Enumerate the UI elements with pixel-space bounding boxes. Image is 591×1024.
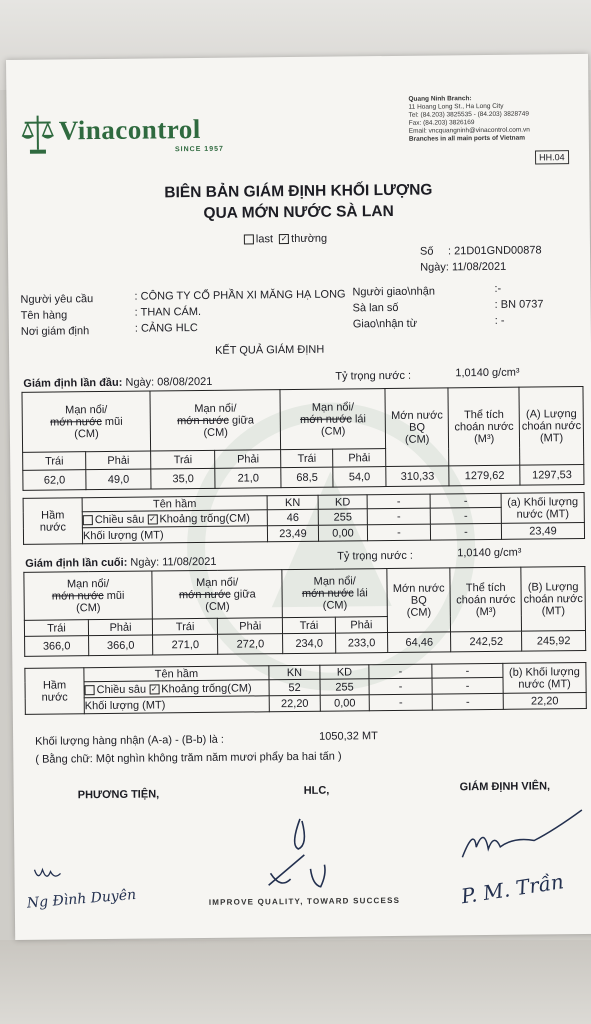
hdr-text: choán nước [454,420,514,433]
khoang-trong-label: Khoảng trống(CM) [161,681,252,695]
hlc-label: HLC, [303,784,330,797]
kl-header: (b) Khối lượng [508,665,580,679]
hdr-text: mũi [104,415,123,428]
hdr-text: (MT) [539,431,564,444]
kn-header: KN [269,665,320,680]
phuong-tien-label: PHƯƠNG TIỆN, [77,788,160,802]
cell: 310,33 [386,466,449,487]
phuong-tien-signature: Ng Đình Duyên [26,886,137,912]
hdr-text: mớn nước [178,588,231,601]
col-phai: Phải [335,617,388,634]
cell: 242,52 [451,631,522,652]
noi-giam-dinh-label: Nơi giám định [20,325,90,338]
khoi-luong-label: Khối lượng (MT) [82,526,267,544]
hdr-text: BQ [410,594,427,607]
dash: - [367,524,430,541]
hdr-text: (MT) [541,604,566,617]
giam-dinh-vien-label: GIÁM ĐỊNH VIÊN, [459,780,551,794]
hdr-text: Mạn nổi/ [196,576,239,589]
kl-value: 22,20 [503,692,586,709]
kn-kl: 23,49 [267,525,318,542]
cell: 234,0 [283,633,336,654]
hdr-text: Mớn nước [390,408,443,422]
hdr-text: mớn nước [177,414,229,427]
kn-value: 46 [267,509,318,526]
dau-ty-trong-label: Tỷ trọng nước : [335,369,412,383]
kl-header: nước (MT) [518,677,571,691]
dau-draft-table [21,386,584,491]
ham-label: Hầm [42,678,67,692]
so-label: Số [419,245,434,258]
chieu-sau-label: Chiều sâu [96,683,147,696]
col-phai: Phải [86,451,151,470]
kd-kl: 0,00 [320,695,369,712]
hdr-text: (CM) [76,601,101,614]
dash: - [369,694,432,711]
ten-ham: Tên hầm [84,666,269,682]
kd-value: 255 [318,509,367,526]
cell: 245,92 [522,630,586,651]
kn-kl: 22,20 [269,695,320,712]
branch-info [408,95,530,144]
cuoi-tank-table [24,662,586,715]
khoang-trong-checkbox[interactable]: ✓ [149,514,156,524]
inspector-name-signature: P. M. Trần [459,869,566,909]
dau-date: Ngày: 08/08/2021 [125,375,213,389]
kn-header: KN [267,495,318,510]
bang-chu: ( Bằng chữ: Một nghìn không trăm năm mươi phẩy ba hai tấn ) [35,750,342,766]
chieu-sau-checkbox[interactable] [85,685,95,695]
cell: 64,46 [388,632,451,653]
hdr-text: Thể tích [465,581,506,594]
sa-lan-label: Sà lan số [352,301,399,315]
khoi-luong-hang-value: 1050,32 MT [319,730,378,743]
kd-value: 255 [320,679,369,696]
hdr-text: Mớn nước [392,581,445,595]
chieu-sau-checkbox[interactable] [83,515,93,525]
col-phai: Phải [333,449,386,468]
cell: 366,0 [89,635,153,656]
cuoi-date: Ngày: 11/08/2021 [130,555,217,569]
cuoi-draft-table [23,566,586,657]
so-value: : 21D01GND00878 [447,244,542,258]
dash: - [369,664,432,679]
dash: - [367,508,430,525]
hdr-text: (CM) [404,433,430,446]
hdr-text: giữa [233,587,256,601]
hdr-text: Mạn nổi/ [311,400,355,414]
col-phai: Phải [218,618,283,635]
cell: 35,0 [151,468,215,489]
dash: - [430,493,501,508]
hdr-text: choán nước [521,419,582,433]
col-trai: Trái [24,620,88,637]
hdr-text: (CM) [320,424,346,438]
title-line-1: BIÊN BẢN GIÁM ĐỊNH KHỐI LƯỢNG [164,181,433,202]
col-trai: Trái [151,450,215,469]
thuong-label: thường [291,232,328,246]
kn-value: 52 [269,679,320,696]
hdr-text: BQ [409,421,426,434]
slogan: IMPROVE QUALITY, TOWARD SUCCESS [208,895,401,907]
col-phai: Phải [215,450,281,469]
hdr-text: Mạn nổi/ [194,402,237,415]
chieu-sau-label: Chiều sâu [94,513,145,526]
cell: 366,0 [25,636,89,657]
ham-label: nước [41,690,68,704]
hdr-text: lái [354,412,367,425]
background-floor [0,940,591,1024]
nguoi-giao-label: Người giao\nhận [352,285,435,299]
sa-lan-value: : BN 0737 [494,298,544,311]
dash: - [430,507,501,524]
ten-hang-value: : THAN CÁM. [134,305,202,319]
dash: - [367,494,430,509]
cell: 1279,62 [449,465,520,486]
hdr-text: mớn nước [51,589,104,603]
dash: - [432,663,503,678]
hdr-text: (CM) [74,427,99,440]
noi-giam-dinh-value: : CẢNG HLC [134,322,198,335]
hlc-signature-icon [250,814,351,895]
cell: 21,0 [215,468,281,489]
col-trai: Trái [23,452,86,471]
col-trai: Trái [152,618,217,635]
branch-line: Branches in all main ports of Vietnam [408,134,526,143]
khoang-trong-label: Khoảng trống(CM) [159,511,250,525]
hdr-text: (M³) [474,432,495,445]
hdr-text: (B) Lượng [527,580,579,594]
cell: 272,0 [218,634,283,655]
cell: 49,0 [86,469,151,490]
dau-ty-trong-value: 1,0140 g/cm³ [455,366,520,380]
form-code: HH.04 [535,150,569,164]
dash: - [432,677,503,694]
title-line-2: QUA MỚN NƯỚC SÀ LAN [203,202,394,222]
dau-label: Giám định lần đầu: [23,376,123,390]
phuong-tien-initials-icon [24,859,104,890]
cuoi-ty-trong-label: Tỷ trọng nước : [337,549,413,563]
hdr-text: (CM) [406,606,432,619]
kd-kl: 0,00 [318,525,367,542]
khoi-luong-hang-label: Khối lượng hàng nhận (A-a) - (B-b) là : [35,733,225,748]
giao-tu-value: : - [494,314,505,327]
col-trai: Trái [283,617,336,634]
cell: 54,0 [333,467,386,488]
cuoi-ty-trong-value: 1,0140 g/cm³ [457,546,522,560]
cell: 233,0 [335,633,388,654]
scales-logo-icon [21,111,55,155]
option-row [244,233,327,246]
khoi-luong-label: Khối lượng (MT) [84,696,269,714]
inspector-signature-icon [454,806,585,867]
nguoi-giao-value: :- [494,282,502,295]
hdr-text: Thể tích [463,408,504,421]
ten-ham: Tên hầm [82,496,267,512]
hdr-text: mũi [106,589,125,602]
hdr-text: giữa [231,413,255,427]
kd-header: KD [320,665,369,680]
company-since: SINCE 1957 [174,145,224,154]
hdr-text: mớn nước [50,415,102,429]
hdr-text: mớn nước [301,586,354,600]
last-label: last [255,233,274,246]
hdr-text: lái [356,586,368,599]
nguoi-yeu-cau-label: Người yêu cầu [20,293,94,306]
kd-header: KD [318,495,367,510]
hdr-text: choán nước [523,592,583,606]
cell: 1297,53 [520,464,584,485]
khoang-trong-checkbox[interactable]: ✓ [150,684,158,694]
hdr-text: Mạn nổi/ [66,577,110,590]
col-phai: Phải [88,619,152,636]
dau-tank-table [23,492,585,545]
hdr-text: (A) Lượng [525,407,577,421]
branch-line: Fax: (84.203) 3826169 [408,119,475,127]
company-logo-text: Vinacontrol [58,113,201,146]
dash: - [369,678,432,695]
cell: 271,0 [153,634,218,655]
branch-line: Email: vncquangninh@vinacontrol.com.vn [408,126,530,135]
hdr-text: mớn nước [300,412,352,426]
thuong-checkbox[interactable]: ✓ [280,234,288,244]
document-page [6,54,591,940]
ten-hang-label: Tên hàng [20,309,68,322]
hdr-text: (CM) [205,600,230,613]
hdr-text: Mạn nổi/ [65,403,108,416]
branch-line: Tel: (84.203) 3825535 - (84.203) 3828749 [408,110,529,119]
nguoi-yeu-cau-value: : CÔNG TY CỔ PHẦN XI MĂNG HẠ LONG [134,288,346,303]
kl-value: 23,49 [501,522,584,539]
branch-line: Quang Ninh Branch: [408,95,472,103]
ket-qua-heading: KẾT QUẢ GIÁM ĐỊNH [214,343,325,357]
kl-header: nước (MT) [516,507,570,521]
ham-label: nước [39,520,67,534]
col-trai: Trái [281,449,333,468]
dash: - [432,693,503,710]
report-date: Ngày: 11/08/2021 [420,260,507,274]
cell: 62,0 [23,470,86,491]
cell: 68,5 [281,467,333,488]
cuoi-label: Giám định lần cuối: [25,556,128,570]
dash: - [430,523,501,540]
hdr-text: (M³) [475,605,497,618]
ham-label: Hầm [41,508,65,522]
giao-tu-label: Giao\nhận từ [352,317,418,331]
hdr-text: choán nước [456,593,516,606]
hdr-text: Mạn nổi/ [313,574,356,588]
last-checkbox[interactable] [244,235,254,245]
hdr-text: (CM) [203,426,228,439]
branch-line: 11 Hoang Long St., Ha Long City [408,102,504,111]
kl-header: (a) Khối lượng [507,495,579,509]
hdr-text: (CM) [322,598,348,612]
